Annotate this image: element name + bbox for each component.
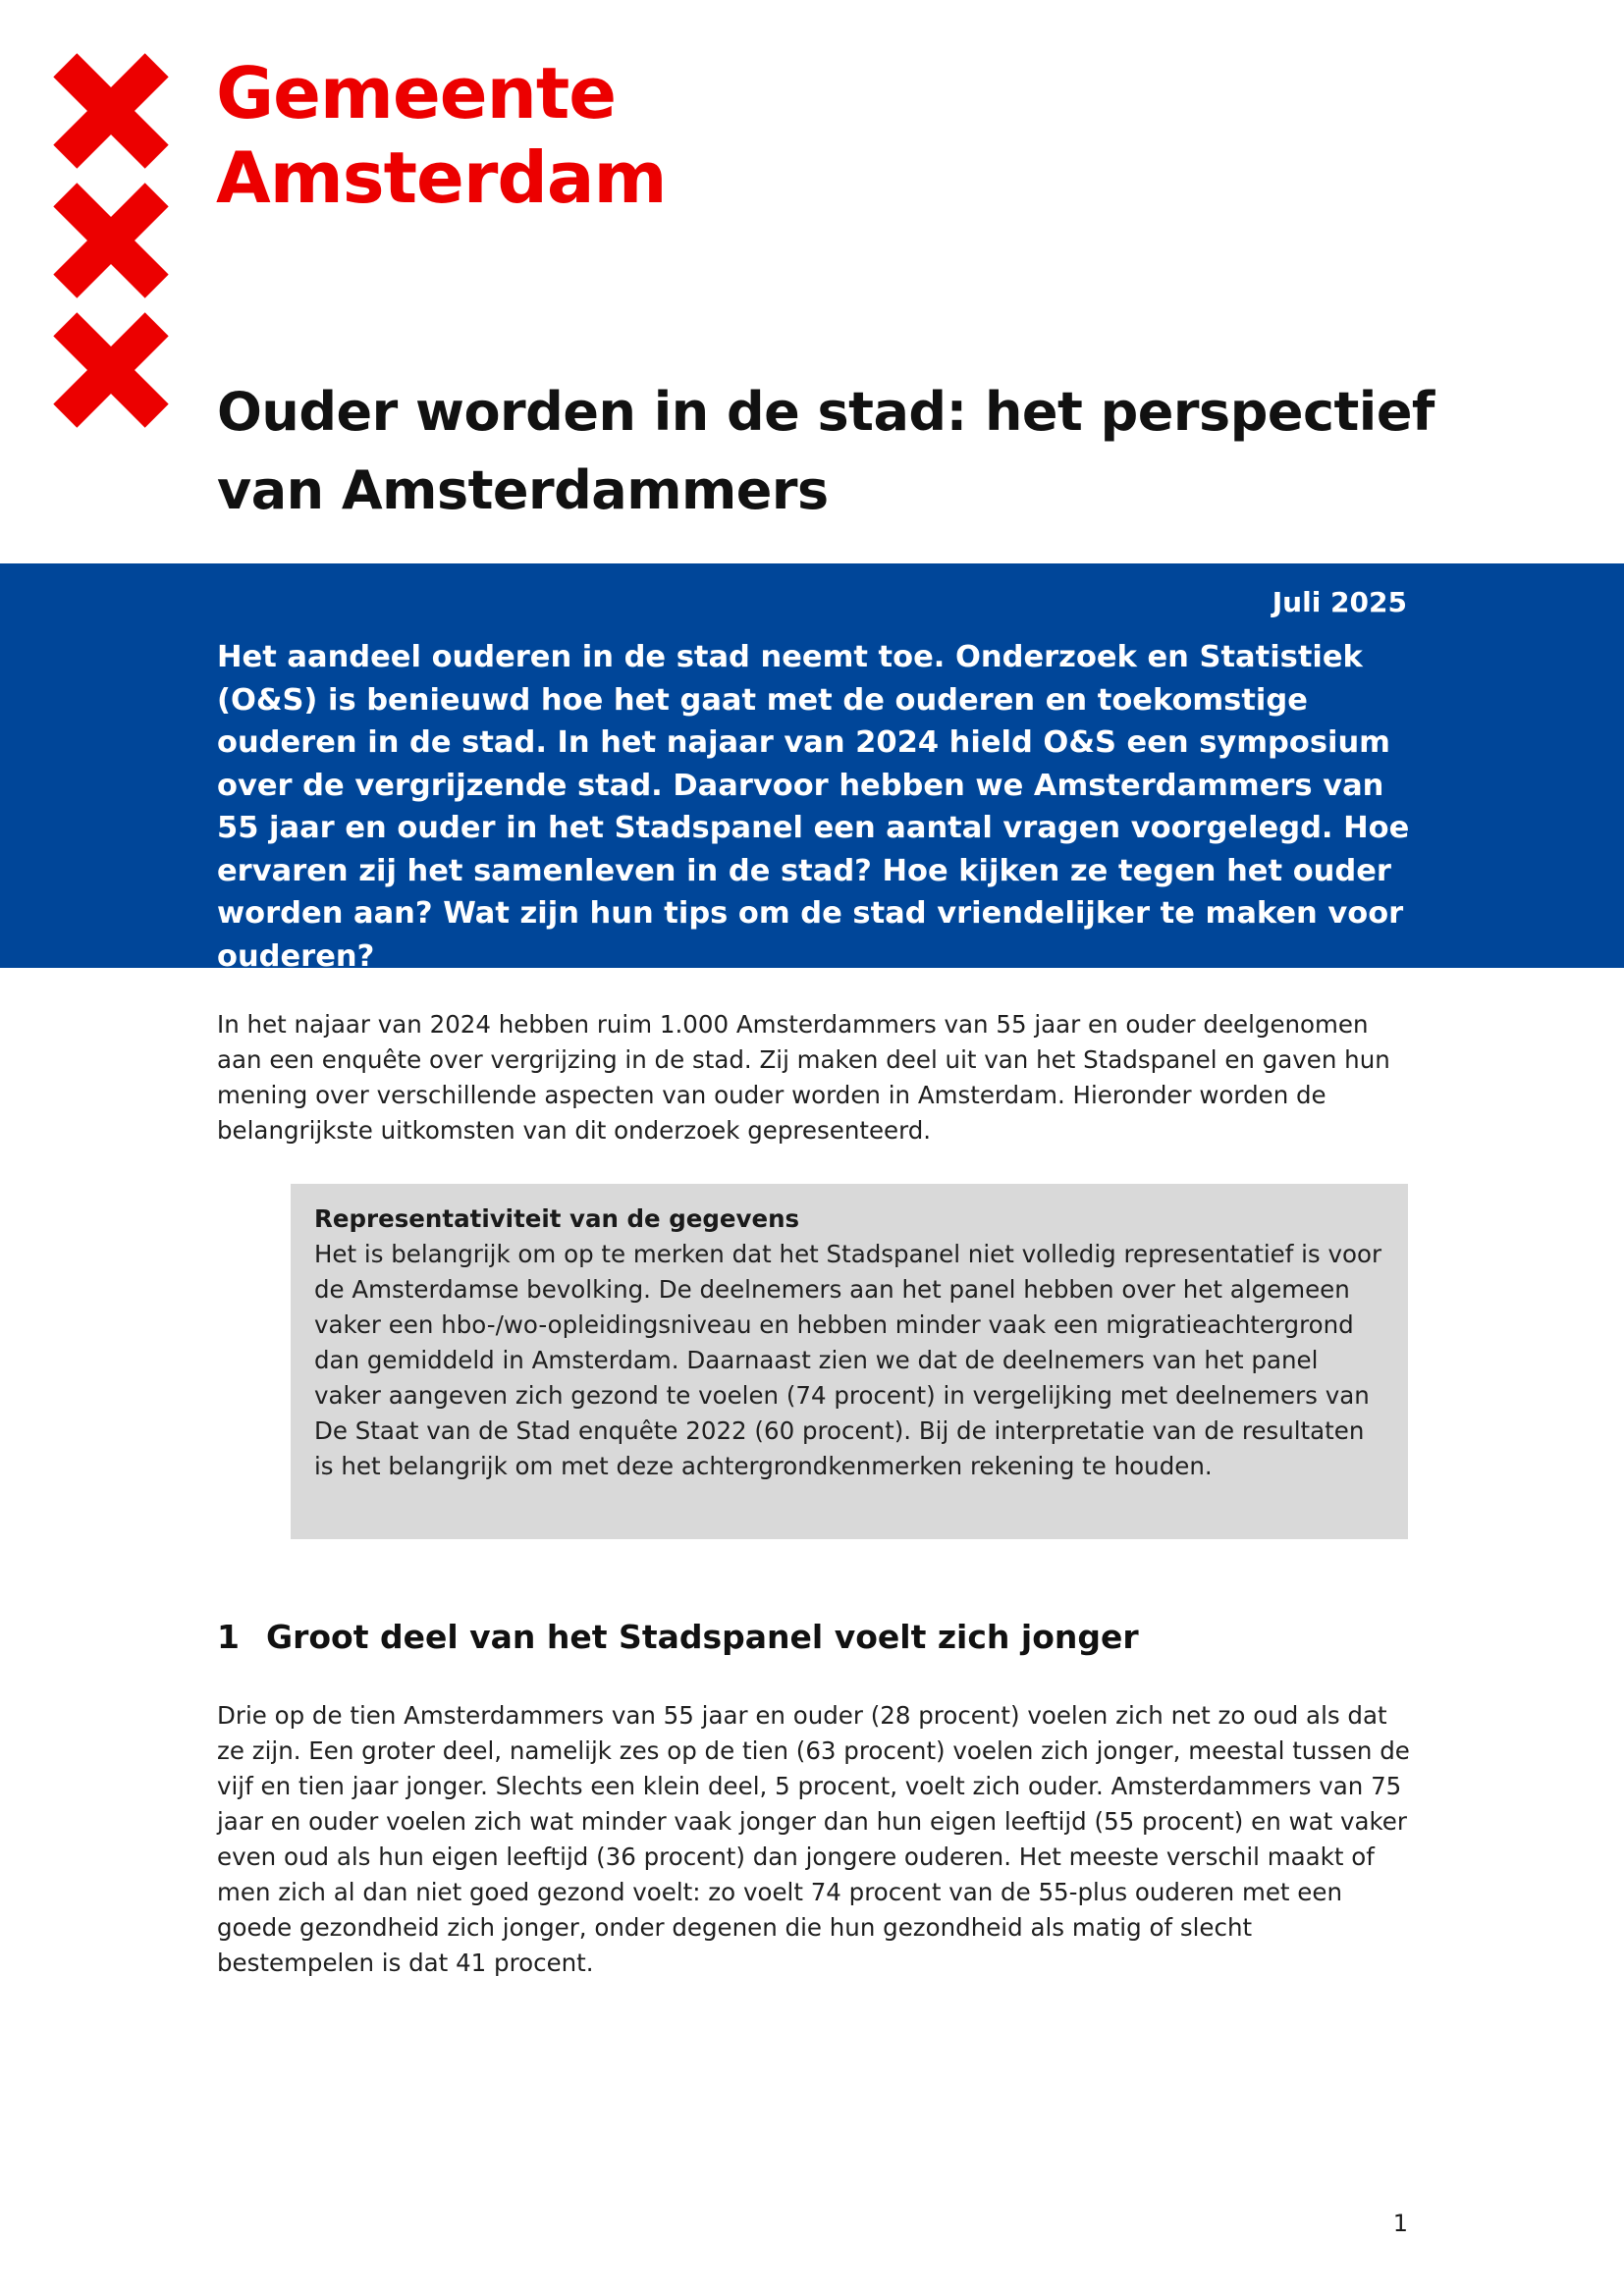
section-heading	[217, 1614, 1415, 1661]
logo-wordmark	[216, 51, 667, 220]
section-paragraph: Drie op de tien Amsterdammers van 55 jaar en ouder (28 procent) voelen zich net zo oud als dat ze zijn. Een groter deel, namelijk zes op de tien (63 procent) voelen zich jonger, meestal tussen de vijf en tien jaar jonger. Slechts een klein deel, 5 procent, voelt zich ouder. Amsterdammers van 75 jaar en ouder voelen zich wat minder vaak jonger dan hun eigen leeftijd (55 procent) en wat vaker even oud als hun eigen leeftijd (36 procent) dan jongere ouderen. Het meeste verschil maakt of men zich al dan niet goed gezond voelt: zo voelt 74 procent van de 55-plus ouderen met een goede gezondheid zich jonger, onder degenen die hun gezondheid als matig of slecht bestempelen is dat 41 procent.	[217, 1701, 1410, 1977]
section-number: 1	[217, 1618, 240, 1656]
logo-line-1: Gemeente	[216, 52, 617, 134]
intro-banner	[0, 563, 1624, 974]
page-number: 1	[1392, 2210, 1408, 2237]
logo-line-2: Amsterdam	[216, 136, 667, 219]
banner-intro-text: Het aandeel ouderen in de stad neemt toe. Onderzoek en Statistiek (O&S) is benieuwd hoe het gaat met de ouderen en toekomstige ouderen in de stad. In het najaar van 2024 hield O&S een symposium over de vergrijzende stad. Daarvoor hebben we Amsterdammers van 55 jaar en ouder in het Stadspanel een aantal vragen voorgelegd. Hoe ervaren zij het samenleven in de stad? Hoe kijken ze tegen het ouder worden aan? Wat zijn hun tips om de stad vriendelijker te maken voor ouderen?	[217, 640, 1410, 974]
cross-icon	[55, 185, 167, 296]
document-title: Ouder worden in de stad: het perspectief van Amsterdammers	[217, 381, 1435, 521]
section-title: Groot deel van het Stadspanel voelt zich jonger	[266, 1618, 1139, 1656]
representativeness-note	[291, 1184, 1408, 1539]
intro-paragraph: In het najaar van 2024 hebben ruim 1.000 Amsterdammers van 55 jaar en ouder deelgenomen aan een enquête over vergrijzing in de stad. Zij maken deel uit van het Stadspanel en gaven hun mening over verschillende aspecten van ouder worden in Amsterdam. Hieronder worden de belangrijkste uitkomsten van dit onderzoek gepresenteerd.	[217, 1010, 1390, 1145]
note-text: Het is belangrijk om op te merken dat het Stadspanel niet volledig representatief is voor de Amsterdamse bevolking. De deelnemers aan het panel hebben over het algemeen vaker een hbo-/wo-opleidingsniveau en hebben minder vaak een migratieachtergrond dan gemiddeld in Amsterdam. Daarnaast zien we dat de deelnemers van het panel vaker aangeven zich gezond te voelen (74 procent) in vergelijking met deelnemers van De Staat van de Stad enquête 2022 (60 procent). Bij de interpretatie van de resultaten is het belangrijk om met deze achtergrondkenmerken rekening te houden.	[314, 1240, 1382, 1480]
note-title: Representativiteit van de gegevens	[314, 1204, 800, 1233]
publication-date: Juli 2025	[1272, 586, 1407, 618]
cross-icon	[55, 55, 167, 167]
cross-icon	[55, 314, 167, 426]
